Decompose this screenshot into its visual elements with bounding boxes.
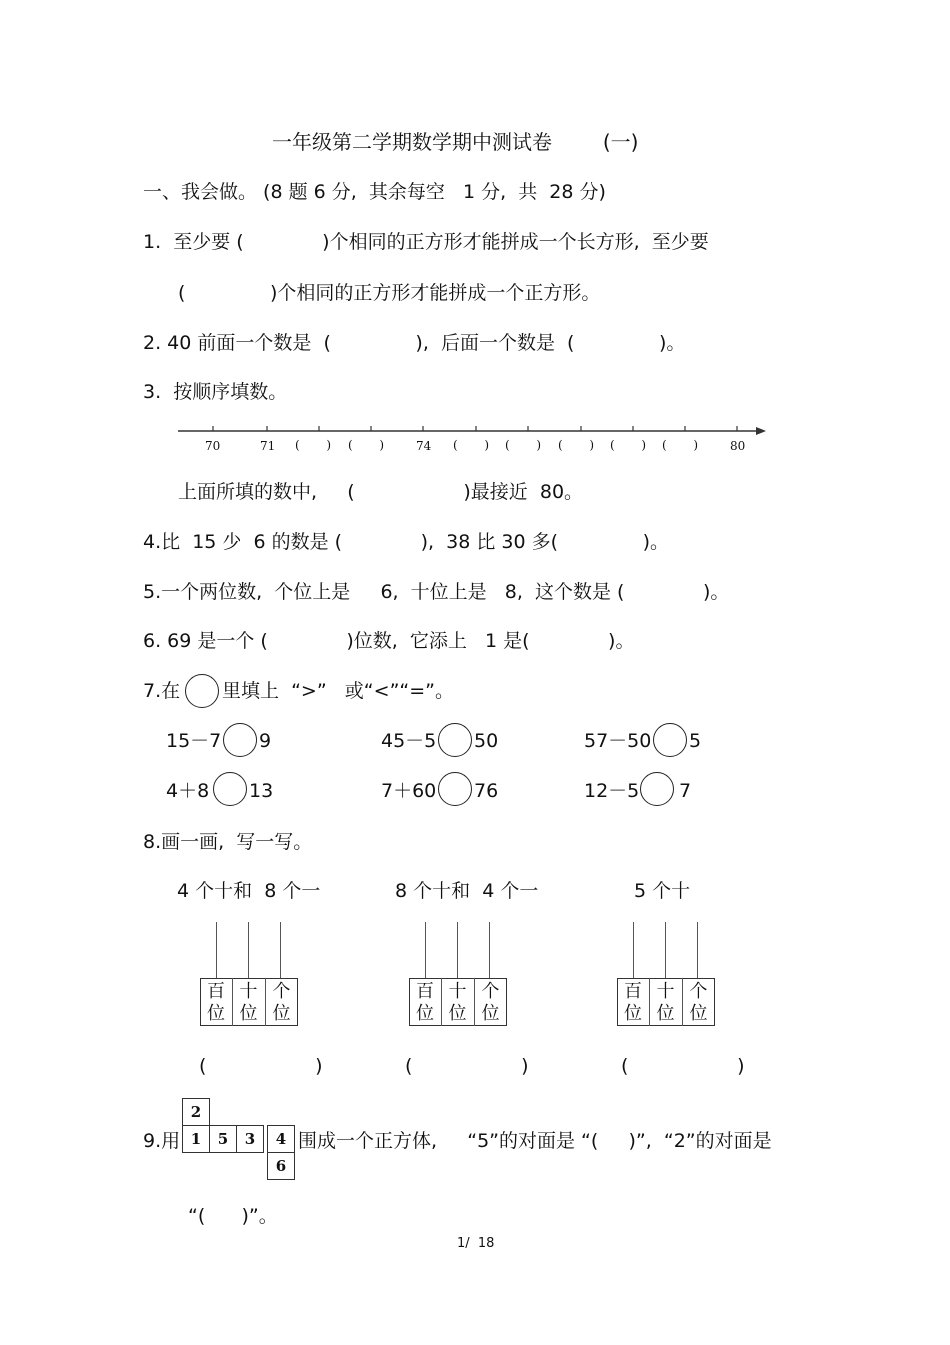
question-7-instruction: 里填上 “>” 或“<”“=”。: [222, 680, 455, 702]
comparison-right: 76: [474, 780, 499, 802]
number-line-label: 71: [260, 439, 276, 453]
comparison-circle[interactable]: [213, 772, 247, 806]
comparison-circle[interactable]: [653, 723, 687, 757]
abacus-rod[interactable]: [457, 922, 458, 978]
abacus-caption: 4 个十和 8 个一: [177, 880, 321, 902]
comparison-left: 12－5: [584, 780, 640, 802]
comparison-right: 13: [249, 780, 274, 802]
place-value-chart: [200, 922, 300, 1028]
net-face: 1: [182, 1125, 210, 1153]
number-line-blank: ( ): [295, 438, 332, 452]
abacus-rod[interactable]: [425, 922, 426, 978]
hundreds-label: 百 位: [207, 981, 225, 1024]
answer-blank[interactable]: ( ): [405, 1055, 529, 1077]
tens-label: 十 位: [239, 981, 258, 1024]
question-3: 3. 按顺序填数。: [143, 381, 288, 403]
number-line-blank: ( ): [558, 438, 595, 452]
number-line-blank: ( ): [662, 438, 699, 452]
number-line-label: 80: [730, 439, 746, 453]
number-line-label: 74: [416, 439, 432, 453]
question-5: 5.一个两位数, 个位上是 6, 十位上是 8, 这个数是 ( )。: [143, 581, 730, 603]
abacus-rod[interactable]: [697, 922, 698, 978]
answer-circle[interactable]: [185, 674, 219, 708]
comparison-right: 50: [474, 730, 499, 752]
comparison-left: 4＋8: [166, 780, 210, 802]
comparison-left: 7＋60: [381, 780, 437, 802]
question-1-line2: ( )个相同的正方形才能拼成一个正方形。: [178, 282, 601, 304]
comparison-right: 7: [679, 780, 692, 802]
number-line-blank: ( ): [610, 438, 647, 452]
comparison-left: 15－7: [166, 730, 222, 752]
abacus-rod[interactable]: [280, 922, 281, 978]
hundreds-label: 百 位: [624, 981, 642, 1024]
question-1-line1: 1. 至少要 ( )个相同的正方形才能拼成一个长方形, 至少要: [143, 231, 709, 253]
question-9-prefix: 9.用: [143, 1130, 181, 1152]
abacus-rod[interactable]: [489, 922, 490, 978]
comparison-circle[interactable]: [640, 772, 674, 806]
abacus-rod[interactable]: [633, 922, 634, 978]
net-face: 2: [182, 1098, 210, 1126]
place-value-chart: [409, 922, 509, 1028]
number-line-blank: ( ): [453, 438, 490, 452]
comparison-left: 57－50: [584, 730, 652, 752]
abacus-caption: 5 个十: [634, 880, 691, 902]
net-face: 6: [267, 1152, 295, 1180]
question-8: 8.画一画, 写一写。: [143, 831, 313, 853]
place-value-chart: [617, 922, 717, 1028]
comparison-right: 5: [689, 730, 702, 752]
abacus-rod[interactable]: [248, 922, 249, 978]
ones-label: 个 位: [481, 981, 500, 1024]
comparison-left: 45－5: [381, 730, 437, 752]
abacus-caption: 8 个十和 4 个一: [395, 880, 539, 902]
comparison-circle[interactable]: [438, 772, 472, 806]
question-7-prefix: 7.在: [143, 680, 181, 702]
comparison-circle[interactable]: [438, 723, 472, 757]
tens-label: 十 位: [448, 981, 467, 1024]
tens-label: 十 位: [656, 981, 675, 1024]
abacus-rod[interactable]: [216, 922, 217, 978]
section-heading: 一、我会做。 (8 题 6 分, 其余每空 1 分, 共 28 分): [143, 181, 606, 203]
answer-blank[interactable]: ( ): [199, 1055, 323, 1077]
page-title: 一年级第二学期数学期中测试卷 (一): [272, 130, 639, 154]
net-face: 4: [267, 1125, 295, 1153]
ones-label: 个 位: [272, 981, 291, 1024]
number-line: [178, 420, 773, 460]
question-4: 4.比 15 少 6 的数是 ( ), 38 比 30 多( )。: [143, 531, 669, 553]
cube-net: [180, 1096, 298, 1182]
question-6: 6. 69 是一个 ( )位数, 它添上 1 是( )。: [143, 630, 635, 652]
page-number: 1/ 18: [457, 1236, 495, 1251]
abacus-rod[interactable]: [665, 922, 666, 978]
comparison-right: 9: [259, 730, 272, 752]
number-line-blank: ( ): [348, 438, 385, 452]
answer-blank[interactable]: ( ): [621, 1055, 745, 1077]
question-3-followup: 上面所填的数中, ( )最接近 80。: [178, 481, 584, 503]
net-face: 5: [209, 1125, 237, 1153]
net-face: 3: [236, 1125, 264, 1153]
question-9-text: 围成一个正方体, “5”的对面是 “( )”, “2”的对面是: [298, 1130, 772, 1152]
question-2: 2. 40 前面一个数是 ( ), 后面一个数是 ( )。: [143, 332, 686, 354]
hundreds-label: 百 位: [416, 981, 434, 1024]
number-line-label: 70: [205, 439, 221, 453]
comparison-circle[interactable]: [223, 723, 257, 757]
question-9-line2: “( )”。: [188, 1205, 278, 1227]
number-line-blank: ( ): [505, 438, 542, 452]
ones-label: 个 位: [689, 981, 708, 1024]
